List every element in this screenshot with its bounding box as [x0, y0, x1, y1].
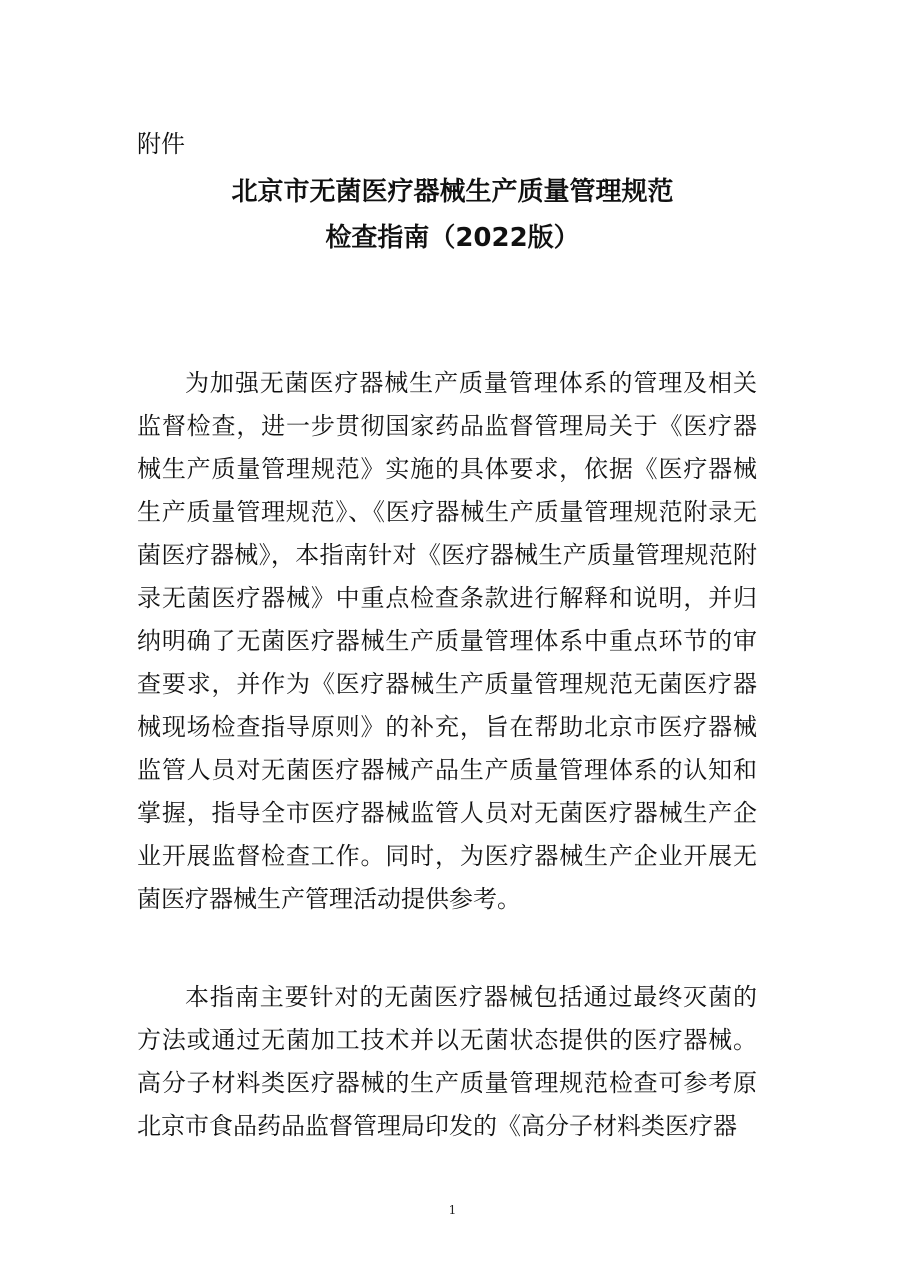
document-title-line-2: 检查指南（2022版）	[325, 223, 580, 253]
document-title-line-1: 北京市无菌医疗器械生产质量管理规范	[231, 177, 674, 207]
page-number: 1	[448, 1203, 457, 1217]
attachment-label: 附件	[137, 130, 185, 158]
body-paragraph-2: 本指南主要针对的无菌医疗器械包括通过最终灭菌的方法或通过无菌加工技术并以无菌状态提供的医疗器械。高分子材料类医疗器械的生产质量管理规范检查可参考原北京市食品药品监督管理局印发的《高分子材料类医疗器	[137, 983, 757, 1140]
body-paragraph-1: 为加强无菌医疗器械生产质量管理体系的管理及相关监督检查，进一步贯彻国家药品监督管理局关于《医疗器械生产质量管理规范》实施的具体要求，依据《医疗器械生产质量管理规范》、《医疗器械生产质量管理规范附录无菌医疗器械》，本指南针对《医疗器械生产质量管理规范附录无菌医疗器械》中重点检查条款进行解释和说明，并归纳明确了无菌医疗器械生产质量管理体系中重点环节的审查要求，并作为《医疗器械生产质量管理规范无菌医疗器械现场检查指导原则》的补充，旨在帮助北京市医疗器械监管人员对无菌医疗器械产品生产质量管理体系的认知和掌握，指导全市医疗器械监管人员对无菌医疗器械生产企业开展监督检查工作。同时，为医疗器械生产企业开展无菌医疗器械生产管理活动提供参考。	[137, 369, 757, 913]
